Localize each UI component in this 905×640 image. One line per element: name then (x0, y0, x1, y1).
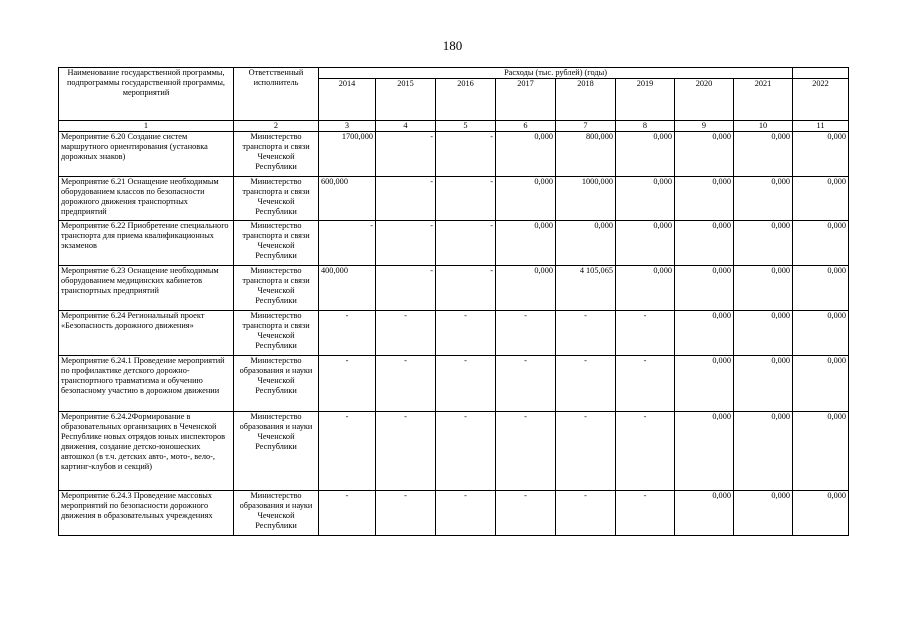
measure-name: Мероприятие 6.23 Оснащение необходимым оборудованием медицинских кабинетов транспортных предприятий (59, 265, 234, 310)
expense-value-2014: - (319, 411, 376, 490)
header-executor: Ответственный исполнитель (234, 68, 319, 121)
expense-value-2019: 0,000 (616, 131, 675, 176)
column-numbers-row (59, 121, 849, 132)
expense-value-2019: 0,000 (616, 176, 675, 220)
expense-value-2021: 0,000 (734, 265, 793, 310)
header-year: 2019 (616, 79, 675, 121)
expense-value-2014: - (319, 310, 376, 355)
measure-name: Мероприятие 6.20 Создание систем маршрутного ориентирования (установка дорожных знаков) (59, 131, 234, 176)
expense-value-2018: 800,000 (556, 131, 616, 176)
column-number: 10 (734, 121, 793, 132)
column-number: 5 (436, 121, 496, 132)
expense-value-2016: - (436, 176, 496, 220)
expense-value-2020: 0,000 (675, 220, 734, 265)
header-year: 2016 (436, 79, 496, 121)
table-row (59, 176, 849, 220)
table-body (59, 131, 849, 535)
expense-value-2014: - (319, 220, 376, 265)
expense-value-2018: 4 105,065 (556, 265, 616, 310)
table-row (59, 411, 849, 490)
expense-value-2022: 0,000 (793, 220, 849, 265)
header-year: 2022 (793, 79, 849, 121)
measure-name: Мероприятие 6.24 Региональный проект «Безопасность дорожного движения» (59, 310, 234, 355)
table-row (59, 131, 849, 176)
measure-name: Мероприятие 6.24.3 Проведение массовых мероприятий по безопасности дорожного движения в образовательных учреждениях (59, 490, 234, 535)
expense-value-2014: 1700,000 (319, 131, 376, 176)
column-number: 11 (793, 121, 849, 132)
table-row (59, 355, 849, 411)
measure-name: Мероприятие 6.22 Приобретение специального транспорта для приема квалификационных экзаменов (59, 220, 234, 265)
expense-value-2022: 0,000 (793, 176, 849, 220)
expense-value-2017: - (496, 355, 556, 411)
expense-value-2021: 0,000 (734, 490, 793, 535)
expense-value-2016: - (436, 355, 496, 411)
expense-value-2015: - (376, 490, 436, 535)
expense-value-2015: - (376, 176, 436, 220)
expense-value-2019: - (616, 490, 675, 535)
expense-value-2015: - (376, 265, 436, 310)
expense-value-2015: - (376, 220, 436, 265)
column-number: 1 (59, 121, 234, 132)
expense-value-2019: - (616, 411, 675, 490)
measure-name: Мероприятие 6.24.1 Проведение мероприятий по профилактике детского дорожно-транспортного травматизма и обучению безопасному участию в дорожном движении (59, 355, 234, 411)
column-number: 6 (496, 121, 556, 132)
expense-value-2014: - (319, 490, 376, 535)
responsible-executor: Министерство транспорта и связи Чеченской Республики (234, 265, 319, 310)
expense-value-2016: - (436, 265, 496, 310)
expense-value-2020: 0,000 (675, 490, 734, 535)
expense-value-2016: - (436, 131, 496, 176)
expense-value-2018: - (556, 411, 616, 490)
responsible-executor: Министерство транспорта и связи Чеченской Республики (234, 310, 319, 355)
responsible-executor: Министерство образования и науки Чеченской Республики (234, 490, 319, 535)
column-number: 3 (319, 121, 376, 132)
expense-value-2022: 0,000 (793, 411, 849, 490)
column-number: 2 (234, 121, 319, 132)
measure-name: Мероприятие 6.21 Оснащение необходимым оборудованием классов по безопасности дорожного движения транспортных предприятий (59, 176, 234, 220)
expense-value-2018: - (556, 310, 616, 355)
header-year: 2014 (319, 79, 376, 121)
responsible-executor: Министерство образования и науки Чеченской Республики (234, 411, 319, 490)
header-year: 2018 (556, 79, 616, 121)
table-row (59, 310, 849, 355)
expense-value-2016: - (436, 490, 496, 535)
expense-value-2016: - (436, 411, 496, 490)
expense-value-2015: - (376, 310, 436, 355)
expense-value-2020: 0,000 (675, 265, 734, 310)
header-expenses-extra (793, 68, 849, 79)
column-number: 7 (556, 121, 616, 132)
table-row (59, 265, 849, 310)
expense-value-2015: - (376, 131, 436, 176)
expense-value-2017: - (496, 490, 556, 535)
responsible-executor: Министерство транспорта и связи Чеченской Республики (234, 220, 319, 265)
header-year: 2021 (734, 79, 793, 121)
expense-value-2021: 0,000 (734, 131, 793, 176)
expense-value-2017: 0,000 (496, 220, 556, 265)
expense-value-2021: 0,000 (734, 355, 793, 411)
expense-value-2018: 1000,000 (556, 176, 616, 220)
header-year: 2017 (496, 79, 556, 121)
expense-value-2017: - (496, 411, 556, 490)
expense-value-2022: 0,000 (793, 131, 849, 176)
expense-value-2014: - (319, 355, 376, 411)
expense-value-2020: 0,000 (675, 176, 734, 220)
column-number: 8 (616, 121, 675, 132)
expense-value-2019: 0,000 (616, 220, 675, 265)
header-year: 2015 (376, 79, 436, 121)
expense-value-2022: 0,000 (793, 310, 849, 355)
header-expenses: Расходы (тыс. рублей) (годы) (319, 68, 793, 79)
expense-value-2015: - (376, 411, 436, 490)
expense-value-2018: 0,000 (556, 220, 616, 265)
expense-value-2016: - (436, 220, 496, 265)
expense-value-2021: 0,000 (734, 411, 793, 490)
expense-value-2017: - (496, 310, 556, 355)
expense-value-2022: 0,000 (793, 490, 849, 535)
expense-value-2017: 0,000 (496, 176, 556, 220)
expense-value-2021: 0,000 (734, 176, 793, 220)
expense-value-2016: - (436, 310, 496, 355)
expense-value-2015: - (376, 355, 436, 411)
table-row (59, 220, 849, 265)
expense-value-2019: 0,000 (616, 265, 675, 310)
expense-value-2017: 0,000 (496, 265, 556, 310)
expense-value-2020: 0,000 (675, 131, 734, 176)
responsible-executor: Министерство транспорта и связи Чеченской Республики (234, 131, 319, 176)
page-number: 180 (442, 38, 463, 53)
expense-value-2020: 0,000 (675, 411, 734, 490)
expense-value-2017: 0,000 (496, 131, 556, 176)
header-year: 2020 (675, 79, 734, 121)
expense-value-2021: 0,000 (734, 220, 793, 265)
responsible-executor: Министерство транспорта и связи Чеченской Республики (234, 176, 319, 220)
responsible-executor: Министерство образования и науки Чеченской Республики (234, 355, 319, 411)
expense-value-2019: - (616, 310, 675, 355)
table-row (59, 490, 849, 535)
column-number: 9 (675, 121, 734, 132)
expense-value-2014: 400,000 (319, 265, 376, 310)
expense-value-2019: - (616, 355, 675, 411)
column-number: 4 (376, 121, 436, 132)
header-name: Наименование государственной программы, подпрограммы государственной программы, мероприятий (59, 68, 234, 121)
expense-value-2018: - (556, 355, 616, 411)
expense-value-2014: 600,000 (319, 176, 376, 220)
expense-value-2020: 0,000 (675, 310, 734, 355)
expenses-table (58, 67, 849, 536)
expense-value-2022: 0,000 (793, 265, 849, 310)
expense-value-2022: 0,000 (793, 355, 849, 411)
expense-value-2020: 0,000 (675, 355, 734, 411)
expense-value-2018: - (556, 490, 616, 535)
measure-name: Мероприятие 6.24.2Формирование в образовательных организациях в Чеченской Республике новых отрядов юных инспекторов движения, создание детско-юношеских автошкол (в т.ч. детских авто-, мото-, вело-, картинг-клубов и секций) (59, 411, 234, 490)
expense-value-2021: 0,000 (734, 310, 793, 355)
